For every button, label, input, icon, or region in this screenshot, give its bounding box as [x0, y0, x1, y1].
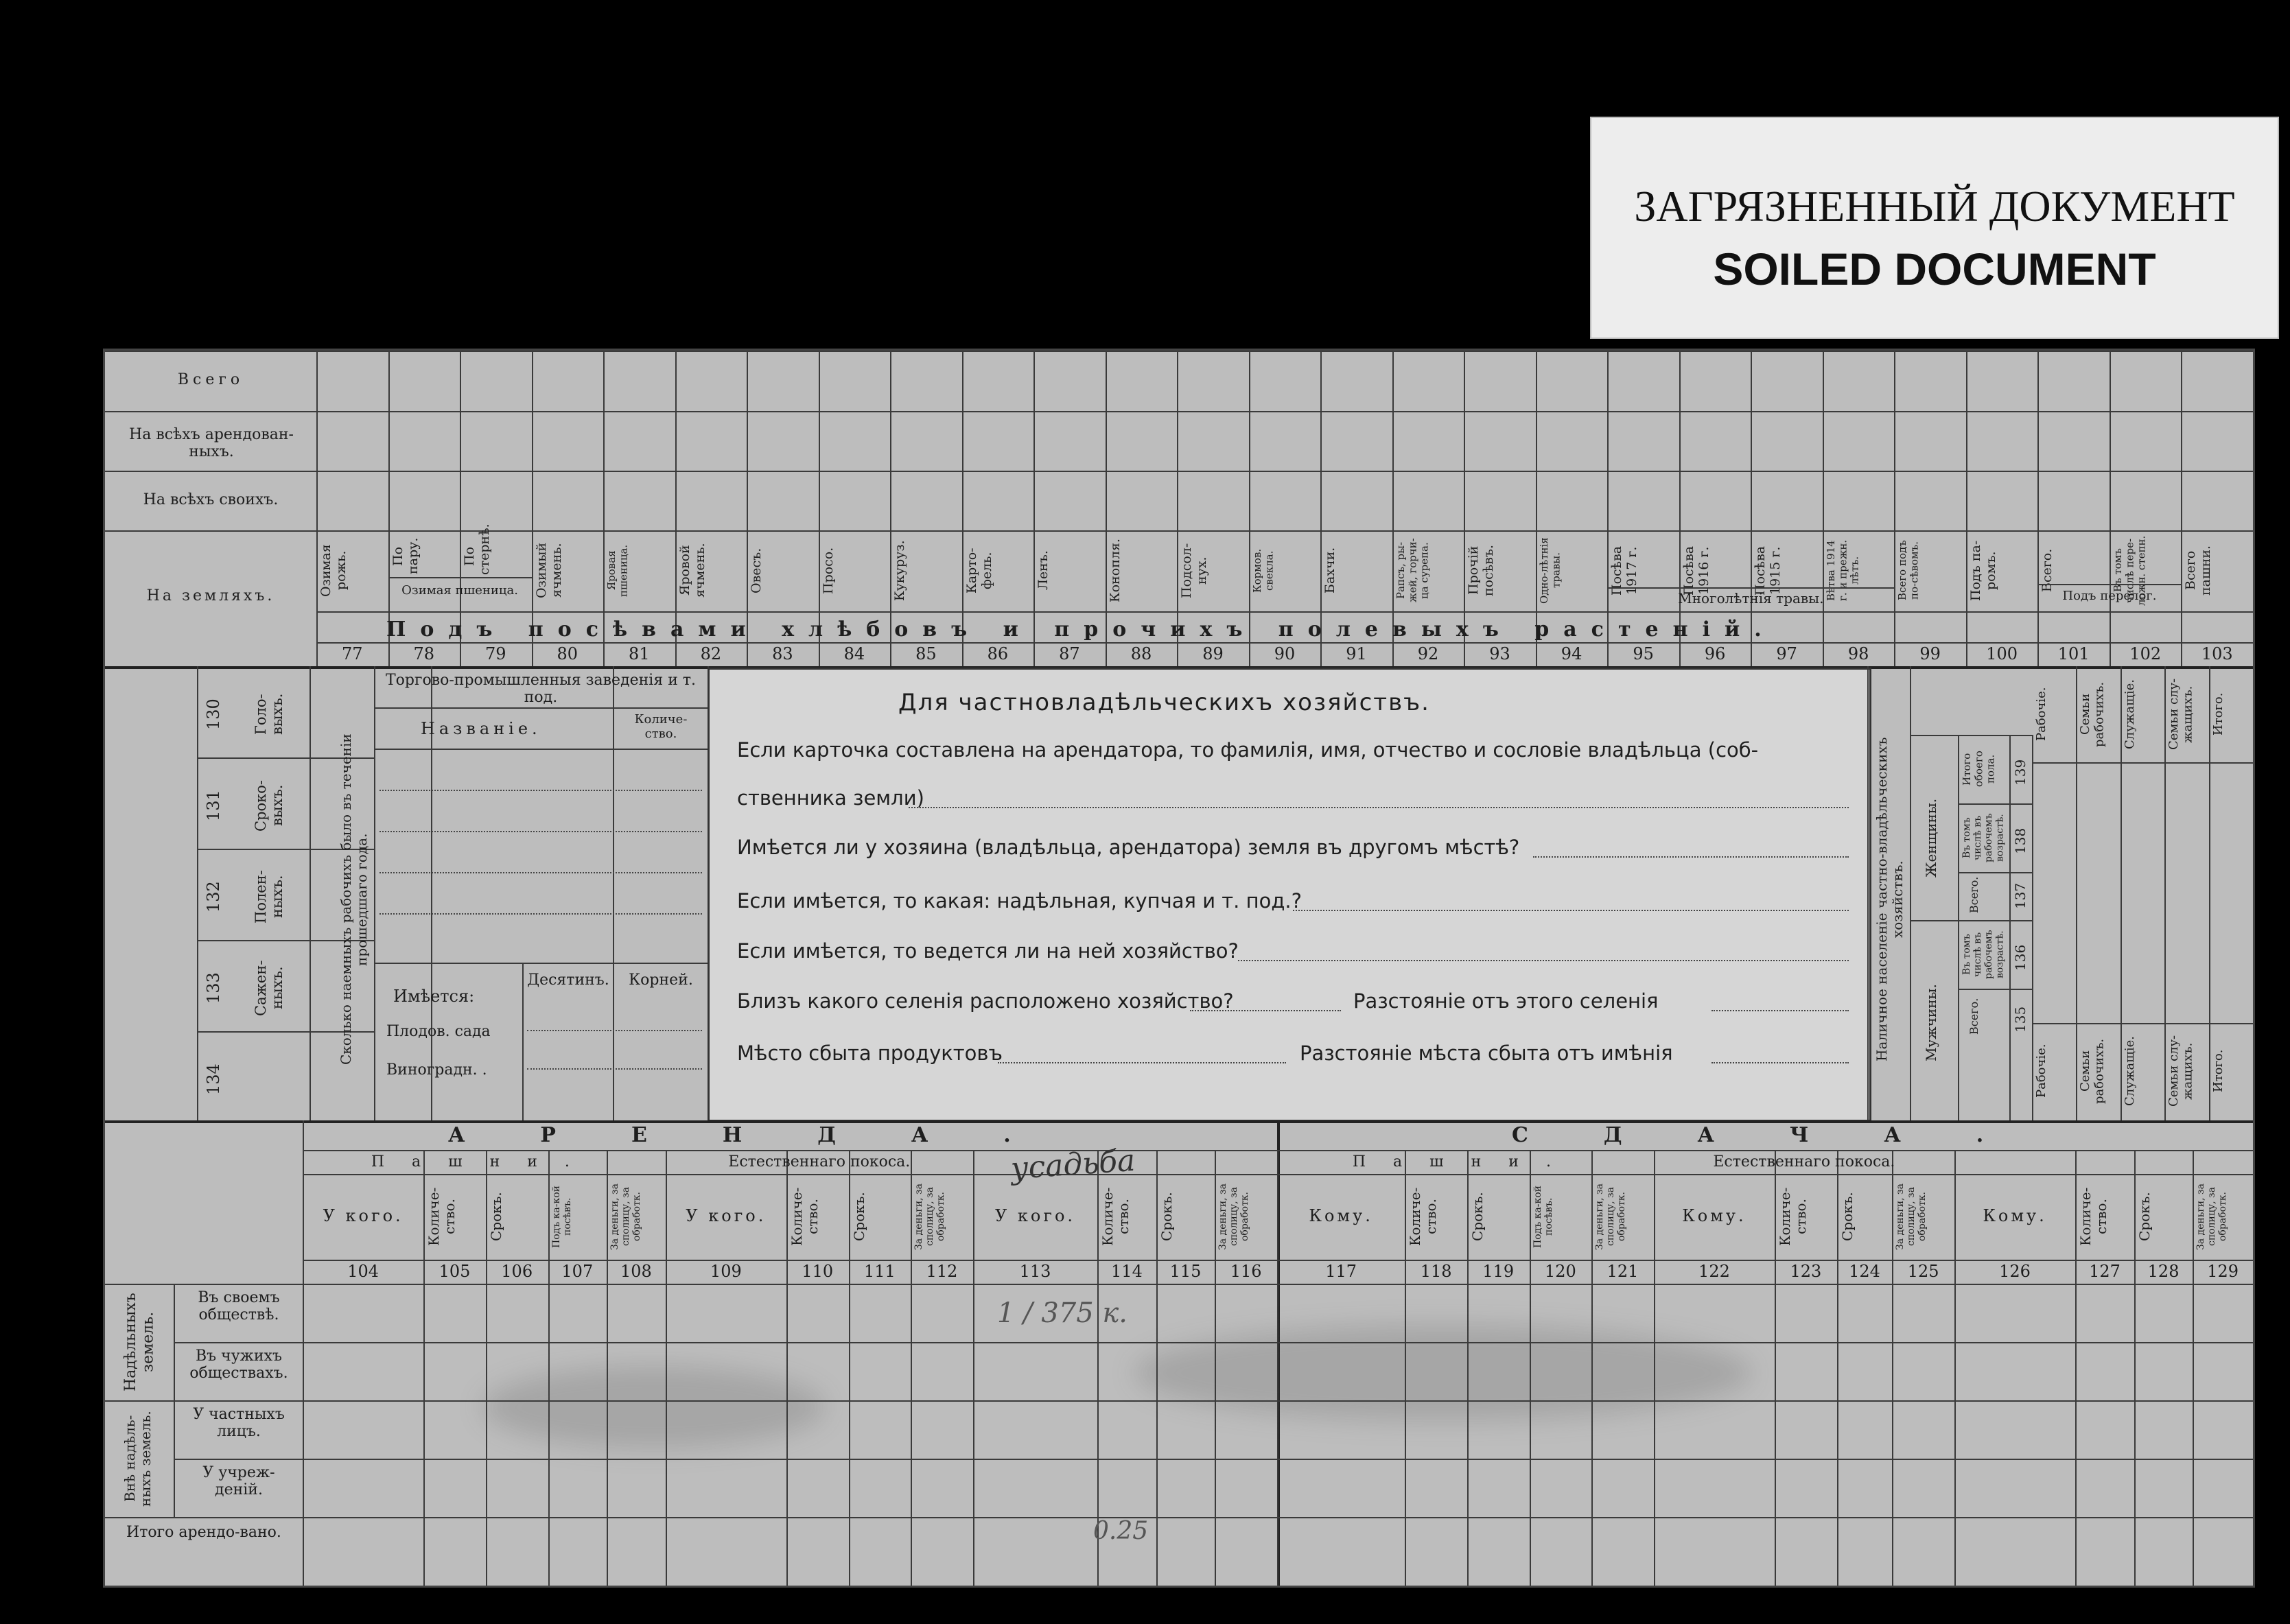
- column-divider: [2134, 1150, 2136, 1586]
- sub-header: Срокъ.: [1838, 1192, 1856, 1242]
- worker-header-top: Семьи рабочихъ.: [2078, 681, 2107, 747]
- column-number: 120: [1544, 1262, 1576, 1281]
- sub-header: Количе-ство.: [1407, 1187, 1440, 1247]
- group-header: Естественнаго покоса.: [728, 1153, 911, 1170]
- column-divider: [1775, 1150, 1776, 1586]
- sub-header: За деньги, за сполицу, за обработк.: [2195, 1184, 2229, 1250]
- private-line-6b: Разстояніе отъ этого селенія: [1353, 989, 1659, 1013]
- grass-group-label: Многолѣтнія травы.: [1678, 590, 1824, 607]
- fallow-group-label: Подъ перелог.: [2062, 589, 2157, 603]
- column-number: 84: [843, 644, 865, 663]
- worker-header-bottom: Семьи слу-жащихъ.: [2166, 1035, 2195, 1107]
- column-number: 114: [1111, 1262, 1143, 1281]
- column-number: 113: [1019, 1262, 1051, 1281]
- worker-header-bottom: Служащіе.: [2122, 1036, 2137, 1106]
- pop-num-138: 138: [2012, 827, 2029, 855]
- column-number: 106: [501, 1262, 533, 1281]
- column-number: 78: [413, 644, 435, 663]
- column-number: 117: [1325, 1262, 1357, 1281]
- sdacha-title: СДАЧА.: [1512, 1123, 2059, 1147]
- column-number: 87: [1059, 644, 1080, 663]
- sown-banner: Подъ посѣвами хлѣбовъ и прочихъ полевыхъ растеній.: [386, 617, 1776, 642]
- private-line-6: Близъ какого селенія расположено хозяйство?: [737, 989, 1234, 1013]
- column-number: 111: [864, 1262, 896, 1281]
- livestock-number: 132: [204, 881, 223, 913]
- group-header: Естественнаго покоса.: [1713, 1153, 1895, 1170]
- soil-stain: [1134, 1325, 1752, 1421]
- column-number: 90: [1274, 644, 1296, 663]
- column-divider: [1892, 1150, 1893, 1586]
- fallow-group-line: [2037, 584, 2181, 585]
- handwriting-usadba: усадьба: [1009, 1142, 1136, 1187]
- sub-header: Срокъ.: [487, 1192, 504, 1242]
- sub-header: Количе-ство.: [788, 1187, 821, 1247]
- column-number: 80: [557, 644, 579, 663]
- private-title: Для частновладѣльческихъ хозяйствъ.: [898, 689, 1430, 716]
- column-number: 83: [772, 644, 793, 663]
- sub-header: Количе-ство.: [2077, 1187, 2110, 1247]
- worker-bottom-line: [2032, 1023, 2253, 1024]
- sub-header: У кого.: [994, 1206, 1076, 1225]
- trade-qty-header: Количе-ство.: [634, 712, 688, 741]
- orchard-has: Имѣется:: [393, 987, 475, 1006]
- column-divider: [2075, 1150, 2077, 1586]
- sub-header: Срокъ.: [1158, 1192, 1175, 1242]
- column-number: 108: [620, 1262, 652, 1281]
- sub-header: Количе-ство.: [1099, 1187, 1132, 1247]
- column-divider: [423, 1150, 425, 1586]
- crop-header: Всего пашни.: [2183, 545, 2214, 596]
- orchard-garden: Плодов. сада: [386, 1023, 491, 1040]
- column-number: 88: [1130, 644, 1152, 663]
- arenda-title: АРЕНДА.: [448, 1123, 1086, 1147]
- crop-header: Кукуруз.: [892, 540, 908, 601]
- soiled-document-stamp: [1590, 117, 2279, 339]
- column-number: 129: [2207, 1262, 2239, 1281]
- women-total-label: Всего.: [1967, 876, 1981, 913]
- column-number: 123: [1790, 1262, 1822, 1281]
- wheat-group-label: Озимая пшеница.: [401, 583, 518, 598]
- stamp-russian: ЗАГРЯЗНЕННЫЙ ДОКУМЕНТ: [1634, 182, 2235, 231]
- crop-header: Ленъ.: [1036, 550, 1051, 591]
- livestock-label: Сажен-ныхъ.: [253, 960, 286, 1016]
- worker-header-bottom: Семьи рабочихъ.: [2078, 1038, 2107, 1104]
- crop-header: Вѣтва 1914 г. и прежн. лѣтъ.: [1824, 539, 1861, 602]
- livestock-label: Сроко-выхъ.: [253, 779, 286, 832]
- column-number: 124: [1849, 1262, 1880, 1281]
- row-own-label: На всѣхъ своихъ.: [143, 491, 279, 508]
- hired-workers-label: Сколько наемныхъ рабочихъ было въ теченіи прошедшаго года.: [338, 733, 370, 1066]
- orchard-desyat: Десятинъ.: [527, 972, 609, 989]
- livestock-label: Полен-ныхъ.: [253, 870, 286, 923]
- crop-header: Всего.: [2040, 548, 2055, 593]
- sub-header: За деньги, за сполицу, за обработк.: [1594, 1184, 1628, 1250]
- row-total-label: Всего: [177, 371, 244, 388]
- column-number: 116: [1230, 1262, 1262, 1281]
- column-number: 81: [629, 644, 650, 663]
- crop-header: Кормов. свекла.: [1250, 548, 1275, 593]
- column-number: 109: [710, 1262, 742, 1281]
- worker-header-bottom: Итого.: [2210, 1049, 2225, 1093]
- column-divider: [2110, 351, 2111, 666]
- men-label: Мужчины.: [1923, 984, 1939, 1062]
- column-number: 92: [1417, 644, 1439, 663]
- column-divider: [2076, 666, 2077, 1120]
- column-number: 110: [802, 1262, 834, 1281]
- sub-header: Срокъ.: [1469, 1192, 1486, 1242]
- column-divider: [2209, 666, 2210, 1120]
- column-number: 97: [1776, 644, 1797, 663]
- crop-header: Подъ па-ромъ.: [1967, 540, 1998, 601]
- pop-num-137: 137: [2012, 882, 2029, 910]
- trade-title: Торгово-промышленныя заведенія и т. под.: [385, 672, 697, 707]
- crop-header: По стернѣ.: [462, 523, 492, 575]
- column-number: 122: [1698, 1262, 1730, 1281]
- livestock-number: 133: [204, 972, 223, 1004]
- sub-header: За деньги, за сполицу, за обработк.: [1217, 1184, 1251, 1250]
- column-number: 89: [1202, 644, 1224, 663]
- column-number: 96: [1704, 644, 1726, 663]
- stamp-english: SOILED DOCUMENT: [1713, 244, 2156, 294]
- column-divider: [2120, 666, 2122, 1120]
- column-number: 128: [2147, 1262, 2180, 1281]
- handwriting-note: 1 / 375 к.: [997, 1297, 1128, 1329]
- own-society-label: Въ своемъ обществѣ.: [198, 1289, 280, 1324]
- column-number: 85: [915, 644, 937, 663]
- women-label: Женщины.: [1923, 798, 1939, 878]
- sub-header: Срокъ.: [2136, 1192, 2153, 1242]
- column-number: 77: [341, 644, 363, 663]
- row-lands-label: На земляхъ.: [146, 587, 275, 604]
- crop-header: Рапсъ, ры-жей, горчи-ца сурепа.: [1394, 538, 1431, 603]
- sub-header: Подъ ка-кой посѣвъ.: [550, 1186, 573, 1248]
- nadel-land-label: Надѣльныхъ земель.: [122, 1293, 157, 1391]
- column-number: 103: [2201, 644, 2233, 663]
- column-divider: [1837, 1150, 1838, 1586]
- private-line-5: Если имѣется, то ведется ли на ней хозяйство?: [737, 939, 1239, 963]
- column-divider: [486, 1150, 487, 1586]
- sub-header: За деньги, за сполицу, за обработк.: [609, 1184, 643, 1250]
- soil-stain: [482, 1366, 826, 1448]
- other-society-label: Въ чужихъ обществахъ.: [189, 1348, 288, 1382]
- private-line-7: Мѣсто сбыта продуктовъ: [737, 1042, 1003, 1065]
- worker-header-top: Служащіе.: [2122, 679, 2137, 749]
- sub-header: Количе-ство.: [425, 1187, 458, 1247]
- column-number: 127: [2089, 1262, 2120, 1281]
- livestock-label: Голо-выхъ.: [253, 693, 286, 735]
- column-number: 99: [1919, 644, 1941, 663]
- crop-header: Карто-фель.: [963, 548, 994, 593]
- crop-header: Бахчи.: [1322, 547, 1338, 594]
- crop-header: Озимый ячмень.: [533, 542, 564, 599]
- pop-num-136: 136: [2012, 944, 2029, 972]
- sub-header: Кому.: [1682, 1206, 1746, 1225]
- crop-header: Всего подъ по-сѣвомъ.: [1896, 540, 1921, 601]
- column-divider: [1823, 351, 1824, 666]
- column-divider: [2164, 666, 2166, 1120]
- row-rented-label: На всѣхъ арендован-ныхъ.: [129, 426, 294, 461]
- column-number: 102: [2129, 644, 2162, 663]
- column-number: 79: [485, 644, 506, 663]
- column-number: 115: [1169, 1262, 1202, 1281]
- livestock-number: 131: [204, 790, 223, 821]
- crop-header: Посѣва 1916 г.: [1681, 545, 1711, 596]
- private-line-3: Имѣется ли у хозяина (владѣльца, арендатора) земля въ другомъ мѣстѣ?: [737, 836, 1520, 859]
- sub-header: У кого.: [323, 1206, 404, 1225]
- column-number: 95: [1633, 644, 1654, 663]
- population-title: Наличное населеніе частно-владѣльческихъ хозяйствъ.: [1873, 737, 1906, 1062]
- total-rented-label: Итого арендо-вано.: [126, 1524, 281, 1541]
- orchard-roots: Корней.: [629, 972, 693, 989]
- column-number: 104: [347, 1262, 379, 1281]
- crop-header: Посѣва 1917 г.: [1609, 545, 1640, 596]
- handwriting-note-2: 0.25: [1093, 1517, 1149, 1545]
- crop-header: Яровой ячмень.: [677, 543, 708, 598]
- crop-header: Прочій посѣвъ.: [1466, 544, 1497, 597]
- pop-num-135: 135: [2012, 1006, 2029, 1033]
- column-number: 121: [1606, 1262, 1639, 1281]
- column-number: 119: [1482, 1262, 1515, 1281]
- sub-header: За деньги, за сполицу, за обработк.: [913, 1184, 947, 1250]
- column-divider: [2181, 351, 2182, 666]
- column-number: 101: [2057, 644, 2090, 663]
- crop-header: Просо.: [820, 547, 836, 594]
- column-number: 91: [1346, 644, 1367, 663]
- crop-header: Посѣва 1915 г.: [1753, 545, 1784, 596]
- column-divider: [849, 1150, 850, 1586]
- crop-header: Яровая пшеница.: [605, 544, 630, 597]
- worker-header-top: Рабочіе.: [2034, 687, 2048, 742]
- column-divider: [786, 1150, 788, 1586]
- sub-header: За деньги, за сполицу, за обработк.: [1895, 1184, 1928, 1250]
- wheat-group-line: [388, 577, 532, 578]
- column-number: 94: [1561, 644, 1582, 663]
- crop-header: По пару.: [390, 537, 421, 575]
- worker-header-top: Семьи слу-жащихъ.: [2166, 678, 2195, 751]
- outside-nadel-label: Внѣ надѣль-ныхъ земель.: [121, 1411, 154, 1507]
- column-divider: [2037, 351, 2039, 666]
- column-number: 86: [987, 644, 1009, 663]
- sub-header: Количе-ство.: [1777, 1187, 1810, 1247]
- crop-header: Овесъ.: [749, 548, 764, 593]
- pop-num-139: 139: [2012, 759, 2029, 786]
- column-number: 100: [1986, 644, 2018, 663]
- private-line-4: Если имѣется, то какая: надѣльная, купчая и т. под.?: [737, 889, 1302, 913]
- sub-header: Кому.: [1309, 1206, 1373, 1225]
- private-line-7b: Разстояніе мѣста сбыта отъ имѣнія: [1300, 1042, 1673, 1065]
- private-persons-label: У частныхъ лицъ.: [193, 1406, 285, 1441]
- private-line-2: ственника земли): [737, 786, 924, 810]
- sub-header: Срокъ.: [850, 1192, 867, 1242]
- group-header: Пашни.: [1352, 1153, 1578, 1170]
- column-divider: [911, 1150, 912, 1586]
- grass-group-line: [1607, 587, 1894, 589]
- trade-name-header: Названіе.: [421, 719, 541, 738]
- sub-header: У кого.: [686, 1206, 767, 1225]
- crop-header: Озимая рожь.: [318, 544, 349, 597]
- column-number: 126: [1999, 1262, 2031, 1281]
- crop-header: Одно-лѣтнія травы.: [1537, 537, 1563, 604]
- column-divider: [1966, 351, 1967, 666]
- crop-header: Въ томъ числѣ пере-ложн. степн.: [2111, 535, 2148, 606]
- column-number: 125: [1907, 1262, 1939, 1281]
- column-number: 118: [1420, 1262, 1452, 1281]
- crop-header: Подсол-нух.: [1179, 543, 1210, 598]
- men-total-label: Всего.: [1967, 998, 1981, 1035]
- column-divider: [1894, 351, 1895, 666]
- crop-header: Конопля.: [1107, 539, 1123, 603]
- column-number: 112: [926, 1262, 958, 1281]
- institutions-label: У учреж-деній.: [202, 1464, 275, 1499]
- sub-header: Подъ ка-кой посѣвъ.: [1532, 1186, 1554, 1248]
- column-number: 82: [700, 644, 722, 663]
- worker-header-bottom: Рабочіе.: [2034, 1044, 2048, 1098]
- women-working-label: Въ томъ числѣ въ рабочемъ возрастѣ.: [1961, 813, 2006, 862]
- census-card: [103, 349, 2255, 1588]
- private-holdings-panel: [708, 668, 1871, 1122]
- livestock-number: 130: [204, 698, 223, 730]
- men-working-label: Въ томъ числѣ въ рабочемъ возрастѣ.: [1961, 930, 2006, 979]
- column-number: 107: [561, 1262, 594, 1281]
- livestock-number: 134: [204, 1063, 223, 1095]
- private-line-1: Если карточка составлена на арендатора, то фамилія, имя, отчество и сословіе владѣльца (соб-: [737, 738, 1759, 762]
- column-divider: [548, 1150, 550, 1586]
- worker-header-top: Итого.: [2210, 692, 2225, 736]
- worker-top-line: [2032, 762, 2253, 764]
- total-both-label: Итого обоего пола.: [1961, 751, 1997, 788]
- column-number: 105: [439, 1262, 471, 1281]
- column-divider: [2193, 1150, 2194, 1586]
- column-number: 93: [1489, 644, 1510, 663]
- column-number: 98: [1847, 644, 1869, 663]
- group-header: Пашни.: [371, 1153, 597, 1170]
- orchard-vineyard: Виноградн. .: [386, 1061, 487, 1079]
- sub-header: Кому.: [1983, 1206, 2047, 1225]
